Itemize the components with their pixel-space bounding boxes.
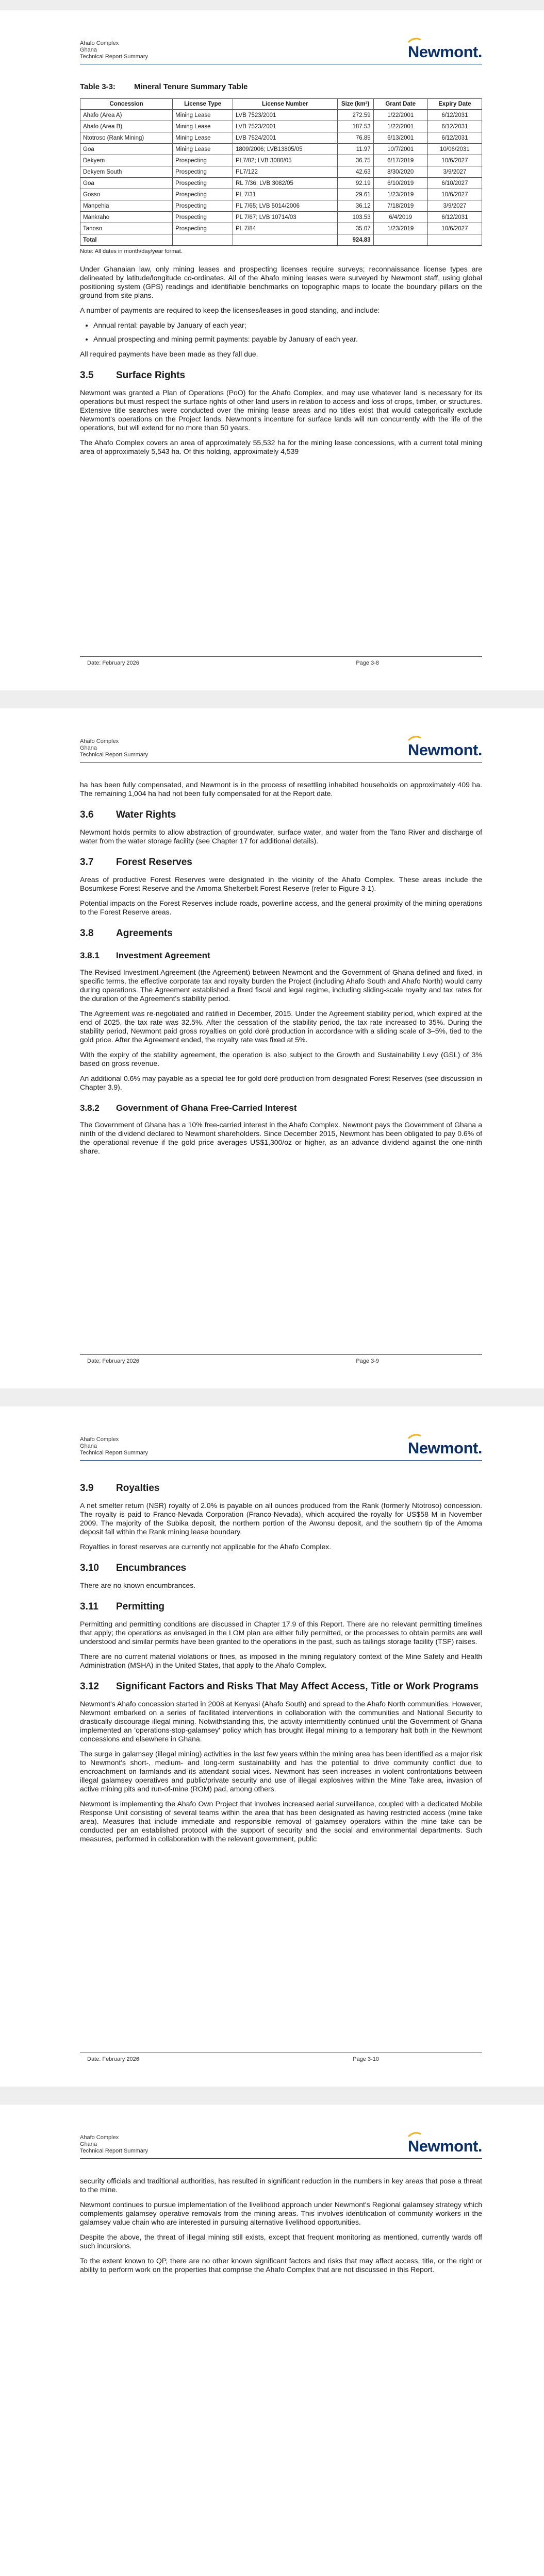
- mineral-tenure-table: [80, 98, 482, 246]
- section-title: Permitting: [116, 1601, 164, 1612]
- paragraph: Permitting and permitting conditions are discussed in Chapter 17.9 of this Report. There are no relevant permitting timelines that apply; the operations as envisaged in the LOM plan are either fully permitted, or the processes to obtain permits are well understood and similar permits have been granted to the operations in the past, such as tailings storage facility (TSF) raises.: [80, 1620, 482, 1646]
- table-cell: 7/18/2019: [373, 200, 427, 212]
- table-cell: 1809/2006; LVB13805/05: [233, 144, 338, 155]
- table-cell: Mining Lease: [173, 144, 233, 155]
- section-heading: [80, 1563, 482, 1574]
- section-number: 3.5: [80, 370, 94, 381]
- paragraph: Despite the above, the threat of illegal mining still exists, except that frequent monitoring as mentioned, currently wards off such incursions.: [80, 2233, 482, 2250]
- paragraph: The Government of Ghana has a 10% free-carried interest in the Ahafo Complex. Newmont pays the Government of Ghana a ninth of the dividend declared to Newmont shareholders. Since December 2015, Newmont has been obligated to pay 0.6% of the operational revenue if the gold price averages US$1,300/oz or higher, as an advance dividend against the one-ninth share.: [80, 1121, 482, 1155]
- section-number: 3.7: [80, 857, 94, 868]
- section-heading: [80, 809, 482, 821]
- table-cell: 10/7/2001: [373, 144, 427, 155]
- table-cell: Prospecting: [173, 212, 233, 223]
- header-report-type: Technical Report Summary: [80, 752, 149, 758]
- table-cell: Mining Lease: [173, 121, 233, 132]
- paragraph: Areas of productive Forest Reserves were designated in the vicinity of the Ahafo Complex. These areas include the Bosumkese Forest Reserve and the Amoma Shelterbelt Forest Reserve (refer to Figure 3-1).: [80, 875, 482, 892]
- table-cell: LVB 7524/2001: [233, 132, 338, 144]
- newmont-logo: [408, 1436, 482, 1457]
- list-item: • Annual prospecting and mining permit payments: payable by January of each year.: [93, 335, 482, 344]
- header-country: Ghana: [80, 2141, 97, 2147]
- table-cell: Ahafo (Area B): [80, 121, 173, 132]
- table-row: [80, 200, 482, 212]
- footer-page-number: Page 3-9: [356, 1358, 379, 1364]
- section-title: Government of Ghana Free-Carried Interest: [116, 1103, 297, 1113]
- table-cell: LVB 7523/2001: [233, 121, 338, 132]
- table-cell: 6/13/2001: [373, 132, 427, 144]
- footer-date: Date: February 2026: [87, 660, 139, 666]
- table-cell: 6/10/2019: [373, 178, 427, 189]
- header-country: Ghana: [80, 1443, 97, 1449]
- table-cell: 6/12/2031: [427, 212, 482, 223]
- table-cell: Ntotroso (Rank Mining): [80, 132, 173, 144]
- table-cell: Prospecting: [173, 200, 233, 212]
- table-cell: Prospecting: [173, 155, 233, 166]
- table-body: [80, 110, 482, 246]
- column-header: Grant Date: [373, 99, 427, 110]
- table-cell: 10/06/2031: [427, 144, 482, 155]
- table-header-row: [80, 99, 482, 110]
- header-project: Ahafo Complex: [80, 738, 119, 744]
- table-cell: 1/22/2001: [373, 110, 427, 121]
- table-row: [80, 155, 482, 166]
- section-title: Investment Agreement: [116, 951, 210, 960]
- footer-page-number: Page 3-10: [353, 2056, 379, 2062]
- table-row: [80, 110, 482, 121]
- paragraph: Newmont was granted a Plan of Operations (PoO) for the Ahafo Complex, and may use whatever land is necessary for its operations but must respect the surface rights of other land users in relation to access and loss of crops, timber, or structures. Extensive title searches were conducted over the mining lease areas and no titles exist that would categorically exclude Newmont's operations on the Project lands. Newmont's incenture for surface lands will run concurrently with the life of the operations, but will extend for no more than 50 years.: [80, 388, 482, 432]
- table-cell: 42.63: [337, 166, 373, 178]
- section-number: 3.9: [80, 1483, 94, 1494]
- table-cell: Goa: [80, 144, 173, 155]
- page-content: [80, 2177, 482, 2280]
- section-number: 3.8.2: [80, 1103, 100, 1113]
- section-heading: [80, 928, 482, 939]
- logo-swoosh-icon: [408, 736, 421, 741]
- logo-wordmark: Newmont.: [407, 43, 482, 61]
- table-cell: 11.97: [337, 144, 373, 155]
- paragraph: With the expiry of the stability agreement, the operation is also subject to the Growth and Sustainability Levy (GSL) of 3% based on gross revenue.: [80, 1050, 482, 1067]
- header-divider: [80, 2158, 482, 2159]
- table-cell: Manpehia: [80, 200, 173, 212]
- table-row: [80, 166, 482, 178]
- column-header: License Number: [233, 99, 338, 110]
- table-row: [80, 144, 482, 155]
- table-cell: 272.59: [337, 110, 373, 121]
- section-heading: [80, 1681, 482, 1692]
- paragraph: A number of payments are required to keep the licenses/leases in good standing, and include:: [80, 306, 380, 314]
- table-cell: Dekyem: [80, 155, 173, 166]
- column-header: Concession: [80, 99, 173, 110]
- table-cell: 76.85: [337, 132, 373, 144]
- section-heading: [80, 1601, 482, 1613]
- section-number: 3.12: [80, 1681, 99, 1692]
- paragraph: Newmont is implementing the Ahafo Own Project that involves increased aerial surveillance, coupled with a dedicated Mobile Response Unit consisting of several teams within the area that has been designated as having restricted access (mine take area). Measures that include immediate and responsible removal of galamsey operators within the mine take can be conducted per an established protocol with the support of security and the social and environmental departments. Such measures, performed in collaboration with the relevant government, public: [80, 1800, 482, 1843]
- total-value: 924.83: [337, 234, 373, 246]
- table-cell: [233, 234, 338, 246]
- table-cell: 6/12/2031: [427, 132, 482, 144]
- table-cell: 6/17/2019: [373, 155, 427, 166]
- table-caption: [80, 82, 482, 91]
- list-item: • Annual rental: payable by January of each year;: [93, 321, 482, 330]
- page-3-9: [0, 708, 544, 1388]
- table-cell: 1/23/2019: [373, 189, 427, 200]
- paragraph: An additional 0.6% may payable as a special fee for gold doré production from designated Forest Reserves (see discussion in Chapter 3.9).: [80, 1074, 482, 1091]
- table-cell: [427, 234, 482, 246]
- paragraph: All required payments have been made as they fall due.: [80, 350, 258, 358]
- section-number: 3.8.1: [80, 951, 100, 960]
- table-cell: Goa: [80, 178, 173, 189]
- table-cell: Mankraho: [80, 212, 173, 223]
- page-3-8: [0, 10, 544, 690]
- section-heading: [80, 1483, 482, 1494]
- page-footer: [80, 1354, 482, 1370]
- table-cell: PL 7/67; LVB 10714/03: [233, 212, 338, 223]
- paragraph: The surge in galamsey (illegal mining) activities in the last few years within the mining area has been identified as a major risk to Newmont's short-, medium- and long-term sustainability and has the potential to drive community conflict due to encroachment on farmlands and its attendant social vices. Newmont has seen increases in violent confrontations between illegal galamsey operatives and public/private security and use of illegal explosives within the Mine Take area, invasion of active mining pits and run-of-mine (ROM) pad, among others.: [80, 1750, 482, 1793]
- paragraph: The Ahafo Complex covers an area of approximately 55,532 ha for the mining lease concessions, with a current total mining area of approximately 5,543 ha. Of this holding, approximately 4,539: [80, 438, 482, 455]
- section-title: Significant Factors and Risks That May Affect Access, Title or Work Programs: [116, 1681, 479, 1692]
- table-cell: Prospecting: [173, 178, 233, 189]
- header-divider: [80, 1460, 482, 1461]
- column-header: License Type: [173, 99, 233, 110]
- page-3-11: [0, 2105, 544, 2576]
- header-report-type: Technical Report Summary: [80, 2148, 149, 2154]
- header-country: Ghana: [80, 745, 97, 751]
- table-cell: PL 7/84: [233, 223, 338, 234]
- logo-wordmark: Newmont.: [407, 741, 482, 759]
- logo-wordmark: Newmont.: [407, 2137, 482, 2155]
- table-cell: 187.53: [337, 121, 373, 132]
- page-header: [80, 1436, 482, 1458]
- table-cell: 6/4/2019: [373, 212, 427, 223]
- table-row: [80, 223, 482, 234]
- payment-list: [80, 321, 482, 344]
- page-3-10: [0, 1406, 544, 2087]
- newmont-logo: [408, 40, 482, 61]
- table-cell: [173, 234, 233, 246]
- section-title: Agreements: [116, 928, 173, 939]
- table-cell: LVB 7523/2001: [233, 110, 338, 121]
- table-cell: [373, 234, 427, 246]
- table-row: [80, 212, 482, 223]
- page-header: [80, 40, 482, 62]
- header-project: Ahafo Complex: [80, 1436, 119, 1443]
- table-cell: 1/22/2001: [373, 121, 427, 132]
- table-row: [80, 121, 482, 132]
- paragraph: security officials and traditional authorities, has resulted in significant reduction in the numbers in key areas that pose a threat to the mine.: [80, 2177, 482, 2194]
- header-report-type: Technical Report Summary: [80, 1450, 149, 1456]
- footer-divider: [80, 1354, 482, 1355]
- table-cell: Gosso: [80, 189, 173, 200]
- section-number: 3.8: [80, 928, 94, 939]
- page-footer: [80, 656, 482, 672]
- subsection-heading: [80, 1103, 482, 1113]
- page-header: [80, 738, 482, 760]
- paragraph: Newmont holds permits to allow abstraction of groundwater, surface water, and water from the Tano River and discharge of water from the water storage facility (see Chapter 17 for additional details).: [80, 828, 482, 845]
- paragraph: There are no current material violations or fines, as imposed in the mining regulatory context of the Mine Safety and Health Administration (MSHA) in the United States, that apply to the Ahafo Complex.: [80, 1652, 482, 1669]
- footer-date: Date: February 2026: [87, 1358, 139, 1364]
- paragraph: To the extent known to QP, there are no other known significant factors and risks that may affect access, title, or the right or ability to perform work on the properties that comprise the Ahafo Complex that are not discussed in this Report.: [80, 2257, 482, 2274]
- table-cell: Prospecting: [173, 189, 233, 200]
- table-row: [80, 178, 482, 189]
- table-note: Note: All dates in month/day/year format.: [80, 248, 183, 255]
- table-cell: 1/23/2019: [373, 223, 427, 234]
- column-header: Size (km²): [337, 99, 373, 110]
- paragraph: There are no known encumbrances.: [80, 1581, 196, 1589]
- column-header: Expiry Date: [427, 99, 482, 110]
- footer-date: Date: February 2026: [87, 2056, 139, 2062]
- section-title: Encumbrances: [116, 1563, 187, 1573]
- table-cell: Dekyem South: [80, 166, 173, 178]
- total-label: Total: [80, 234, 173, 246]
- newmont-logo: [408, 738, 482, 759]
- paragraph: Potential impacts on the Forest Reserves include roads, powerline access, and the general proximity of the mining operations to the Forest Reserve areas.: [80, 899, 482, 916]
- table-cell: 6/12/2031: [427, 121, 482, 132]
- header-country: Ghana: [80, 47, 97, 53]
- table-cell: 10/6/2027: [427, 155, 482, 166]
- footer-divider: [80, 656, 482, 657]
- table-cell: Prospecting: [173, 223, 233, 234]
- logo-swoosh-icon: [408, 1434, 421, 1439]
- table-title: Mineral Tenure Summary Table: [134, 82, 248, 91]
- section-title: Water Rights: [116, 809, 176, 820]
- logo-swoosh-icon: [408, 2132, 421, 2137]
- table-cell: 6/12/2031: [427, 110, 482, 121]
- table-cell: 36.75: [337, 155, 373, 166]
- section-title: Royalties: [116, 1483, 160, 1494]
- section-number: 3.6: [80, 809, 94, 820]
- table-cell: Ahafo (Area A): [80, 110, 173, 121]
- table-cell: PL7/82; LVB 3080/05: [233, 155, 338, 166]
- table-cell: PL 7/65; LVB 5014/2006: [233, 200, 338, 212]
- paragraph: Under Ghanaian law, only mining leases and prospecting licenses require surveys; reconnaissance license types are delineated by latitude/longitude co-ordinates. All of the Ahafo mining leases were surveyed by Newmont staff, using global positioning system (GPS) readings and identifiable benchmarks on topographic maps to locate the boundary pillars on the ground from site plans.: [80, 265, 482, 299]
- table-cell: 6/10/2027: [427, 178, 482, 189]
- section-number: 3.10: [80, 1563, 99, 1573]
- page-header: [80, 2134, 482, 2156]
- footer-page-number: Page 3-8: [356, 660, 379, 666]
- table-cell: 3/9/2027: [427, 200, 482, 212]
- table-cell: Mining Lease: [173, 110, 233, 121]
- page-content: [80, 1479, 482, 1850]
- table-cell: PL7/122: [233, 166, 338, 178]
- subsection-heading: [80, 951, 482, 961]
- table-cell: 29.61: [337, 189, 373, 200]
- table-cell: 92.19: [337, 178, 373, 189]
- table-row: [80, 132, 482, 144]
- paragraph: A net smelter return (NSR) royalty of 2.0% is payable on all ounces produced from the Rank (formerly Ntotroso) concession. The royalty is paid to Franco-Nevada Corporation (Franco-Nevada), which acquired the royalty for US$58 M in November 2009. The majority of the Subika deposit, the northern portion of the Awonsu deposit, and the southern tip of the Amoma deposit fall within the Rank mining lease boundary.: [80, 1501, 482, 1536]
- table-cell: 8/30/2020: [373, 166, 427, 178]
- table-cell: 10/6/2027: [427, 223, 482, 234]
- table-cell: Prospecting: [173, 166, 233, 178]
- logo-wordmark: Newmont.: [407, 1439, 482, 1457]
- header-project: Ahafo Complex: [80, 40, 119, 46]
- section-title: Forest Reserves: [116, 857, 192, 868]
- section-heading: [80, 857, 482, 868]
- section-title: Surface Rights: [116, 370, 186, 381]
- table-cell: Mining Lease: [173, 132, 233, 144]
- page-content: [80, 82, 482, 462]
- newmont-logo: [408, 2134, 482, 2155]
- section-number: 3.11: [80, 1601, 98, 1612]
- header-report-type: Technical Report Summary: [80, 54, 149, 60]
- table-cell: PL 7/31: [233, 189, 338, 200]
- table-cell: RL 7/36; LVB 3082/05: [233, 178, 338, 189]
- table-cell: 3/9/2027: [427, 166, 482, 178]
- table-total-row: [80, 234, 482, 246]
- table-cell: 103.53: [337, 212, 373, 223]
- page-content: [80, 781, 482, 1162]
- table-cell: 10/6/2027: [427, 189, 482, 200]
- table-row: [80, 189, 482, 200]
- paragraph: Newmont continues to pursue implementation of the livelihood approach under Newmont's Regional galamsey strategy which complements galamsey operative removals from the mining areas. This involves identification of community workers in the galamsey value chain who are interested in pursuing alternative livelihood opportunities.: [80, 2200, 482, 2226]
- table-cell: 36.12: [337, 200, 373, 212]
- page-footer: [80, 2053, 482, 2068]
- paragraph: The Agreement was re-negotiated and ratified in December, 2015. Under the Agreement stability period, which expired at the end of 2025, the tax rate was 32.5%. After the cessation of the stability period, the tax rate increased to 35%. During the stability period, Newmont paid gross royalties on gold doré production in accordance with a sliding scale of 3–5%, tied to the gold price. After the Agreement ended, the royalty rate was fixed at 5%.: [80, 1009, 482, 1044]
- logo-swoosh-icon: [408, 38, 421, 43]
- section-heading: [80, 370, 482, 381]
- header-project: Ahafo Complex: [80, 2134, 119, 2141]
- paragraph: Newmont's Ahafo concession started in 2008 at Kenyasi (Ahafo South) and spread to the Ahafo North communities. However, Newmont embarked on a series of facilitated interventions in collaboration with the communities and National Security to drastically discourage illegal mining. Notwithstanding this, the activity intermittently continued until the Government of Ghana implemented an 'operations-stop-galamsey' policy which has brought illegal mining to a temporary halt both in the Newmont concessions and elsewhere in Ghana.: [80, 1700, 482, 1743]
- table-number: Table 3-3:: [80, 82, 116, 91]
- paragraph: The Revised Investment Agreement (the Agreement) between Newmont and the Government of Ghana defined and fixed, in specific terms, the effective corporate tax and royalty burden the Project (including Ahafo South and Ahafo North) would carry during operations. The Agreement established a fixed fiscal and legal regime, including sliding-scale royalty and tax rates for the duration of the Agreement's stability period.: [80, 968, 482, 1003]
- paragraph: ha has been fully compensated, and Newmont is in the process of resettling inhabited households on approximately 409 ha. The remaining 1,004 ha had not been fully compensated for at the Report date.: [80, 781, 482, 798]
- paragraph: Royalties in forest reserves are currently not applicable for the Ahafo Complex.: [80, 1543, 332, 1551]
- table-cell: 35.07: [337, 223, 373, 234]
- table-cell: Tanoso: [80, 223, 173, 234]
